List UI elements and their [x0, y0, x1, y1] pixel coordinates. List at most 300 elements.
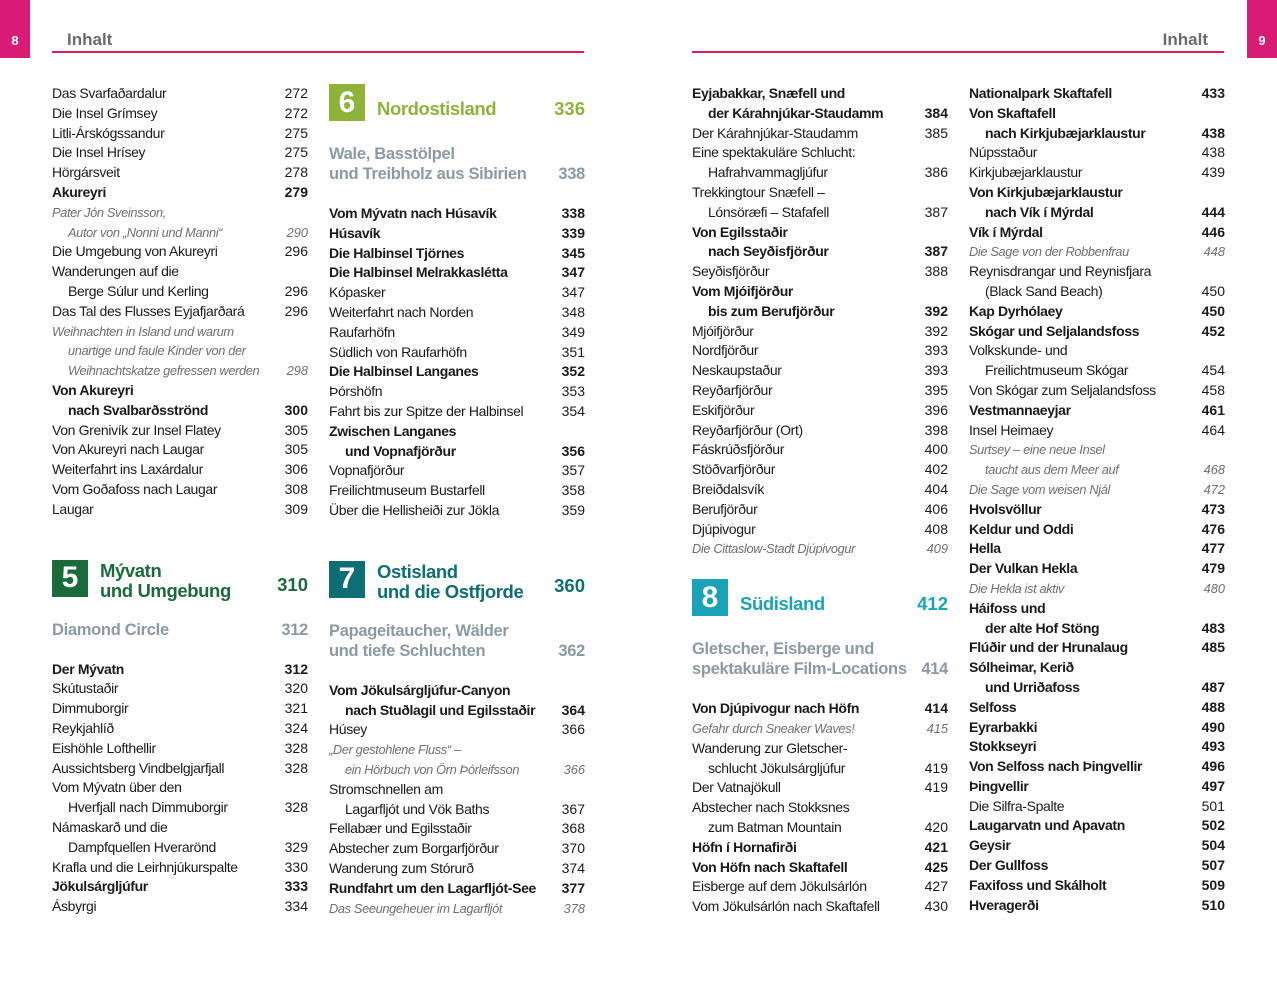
- toc-entry-title: Die Insel Grímsey: [52, 104, 158, 121]
- toc-entry: [52, 440, 308, 460]
- toc-entry: [969, 559, 1225, 579]
- toc-entry-page: 338: [561, 205, 585, 221]
- toc-entry: [969, 777, 1225, 797]
- toc-entry-line: unartige und faule Kinder von der: [68, 343, 246, 359]
- toc-entry: [692, 401, 948, 421]
- toc-entry-page: 320: [284, 680, 308, 697]
- toc-entry: [692, 440, 948, 460]
- toc-entry-page: 448: [1203, 244, 1225, 260]
- toc-entry-title: Kap Dyrhólaey: [969, 302, 1063, 319]
- toc-entry: [692, 282, 948, 322]
- toc-entry-page: 367: [561, 800, 585, 817]
- toc-entry-line: und Urriðafoss: [985, 678, 1080, 695]
- toc-entry-title: Der Kárahnjúkar-Staudamm: [692, 124, 858, 141]
- subheading-line: spektakuläre Film-Locations: [692, 660, 907, 679]
- toc-entry-page: 502: [1201, 817, 1225, 834]
- toc-entry-page: 351: [561, 343, 585, 360]
- toc-entry-page: 348: [561, 303, 585, 320]
- toc-entry-title: Wanderung zum Stórurð: [329, 859, 474, 876]
- chapter-page: 412: [917, 593, 948, 615]
- toc-entry: [329, 780, 585, 820]
- toc-entry-line: Von Akureyri: [52, 381, 134, 398]
- toc-entry: [969, 143, 1225, 163]
- toc-entry-page: 414: [924, 700, 948, 717]
- toc-entry: [692, 877, 948, 897]
- toc-entry-title: [969, 599, 1191, 639]
- right-running-title: Inhalt: [1162, 30, 1208, 49]
- toc-entry-page: 461: [1201, 401, 1225, 418]
- subheading-page: 414: [921, 660, 948, 679]
- toc-entry-page: 504: [1201, 837, 1225, 854]
- toc-entry: [52, 679, 308, 699]
- toc-entry-page: 290: [286, 224, 308, 240]
- toc-entry-title: Húsey: [329, 721, 367, 738]
- toc-column-2: [329, 84, 585, 918]
- toc-entry: [52, 203, 308, 243]
- toc-entry: [52, 143, 308, 163]
- chapter-number: 6: [329, 84, 365, 121]
- toc-entry: [969, 401, 1225, 421]
- toc-entry: [692, 520, 948, 540]
- left-header-rule: [52, 51, 584, 53]
- toc-entry: [969, 84, 1225, 104]
- toc-entry-title: Vom Jökulsárlón nach Skaftafell: [692, 898, 880, 915]
- toc-entry-page: 488: [1201, 698, 1225, 715]
- toc-entry-title: Von Grenivík zur Insel Flatey: [52, 421, 221, 438]
- toc-entry-title: Insel Heimaey: [969, 421, 1054, 438]
- toc-entry: [969, 856, 1225, 876]
- section-subheading: [329, 144, 585, 184]
- toc-entry-page: 354: [561, 402, 585, 419]
- right-header-rule: [692, 51, 1224, 53]
- toc-entry-title: [52, 203, 274, 243]
- toc-entry-line: Pater Jón Sveinsson,: [52, 204, 166, 220]
- toc-entry-page: 439: [1201, 164, 1225, 181]
- toc-entry: [692, 838, 948, 858]
- toc-entry: [329, 402, 585, 422]
- toc-entry-page: 275: [284, 144, 308, 161]
- toc-entry-title: [692, 84, 914, 124]
- chapter-title: [377, 562, 523, 602]
- toc-entry-page: 296: [284, 282, 308, 299]
- toc-entry-page: 490: [1201, 718, 1225, 735]
- toc-entry-line: schlucht Jökulsárgljúfur: [708, 759, 846, 776]
- toc-entry: [329, 681, 585, 721]
- toc-entry-title: Stokkseyri: [969, 738, 1037, 755]
- toc-entry: [969, 718, 1225, 738]
- toc-entry-page: 425: [924, 858, 948, 875]
- toc-entry: [969, 183, 1225, 223]
- toc-entry-page: 398: [924, 421, 948, 438]
- chapter-title: Südisland: [740, 593, 825, 615]
- toc-entry-title: Hvolsvöllur: [969, 500, 1042, 517]
- toc-entry: [52, 699, 308, 719]
- toc-entry-line: Vom Mjóifjörður: [692, 282, 794, 299]
- toc-entry-page: 347: [561, 284, 585, 301]
- toc-entry-line: Surtsey – eine neue Insel: [969, 442, 1105, 458]
- chapter-title-line: Mývatn: [100, 559, 162, 581]
- toc-entry-line: Wanderung zur Gletscher-: [692, 739, 848, 756]
- toc-entry-line: Weihnachtskatze gefressen werden: [68, 363, 260, 379]
- toc-entry: [969, 836, 1225, 856]
- toc-entry: [969, 381, 1225, 401]
- toc-entry-page: 374: [561, 859, 585, 876]
- toc-entry: [329, 879, 585, 899]
- toc-entry-page: 359: [561, 501, 585, 518]
- toc-entry-page: 477: [1201, 540, 1225, 557]
- toc-entry: [329, 263, 585, 283]
- toc-entry-title: Eisberge auf dem Jökulsárlón: [692, 878, 867, 895]
- toc-entry-line: nach Seyðisfjörður: [708, 243, 829, 260]
- toc-entry: [329, 323, 585, 343]
- toc-entry: [329, 839, 585, 859]
- toc-entry-page: 408: [924, 520, 948, 537]
- toc-entry: [329, 501, 585, 521]
- toc-entry-title: Gefahr durch Sneaker Waves!: [692, 720, 855, 736]
- toc-entry-title: Die Sage vom weisen Njál: [969, 481, 1110, 497]
- toc-entry-page: 438: [1201, 124, 1225, 141]
- toc-entry-line: Berge Súlur und Kerling: [68, 282, 209, 299]
- toc-entry: [329, 481, 585, 501]
- section-subheading: [52, 620, 308, 640]
- toc-entry: [52, 778, 308, 818]
- chapter-8-heading: [692, 579, 948, 619]
- toc-entry: [692, 539, 948, 559]
- toc-entry-page: 392: [924, 322, 948, 339]
- toc-entry: [52, 759, 308, 779]
- toc-entry-line: Vom Mývatn über den: [52, 779, 182, 796]
- toc-entry-page: 509: [1201, 876, 1225, 893]
- toc-entry: [969, 302, 1225, 322]
- toc-entry-title: Skógar und Seljalandsfoss: [969, 322, 1140, 339]
- toc-entry-title: Die Halbinsel Melrakkaslétta: [329, 264, 508, 281]
- chapter-title-line: und Umgebung: [100, 579, 231, 601]
- toc-entry-page: 306: [284, 461, 308, 478]
- toc-entry-title: Von Akureyri nach Laugar: [52, 441, 204, 458]
- toc-entry: [969, 421, 1225, 441]
- toc-entry-line: Reynisdrangar und Reynisfjara: [969, 263, 1152, 280]
- toc-entry-page: 272: [284, 104, 308, 121]
- chapter-number: 5: [52, 560, 88, 597]
- toc-entry-title: Dimmuborgir: [52, 700, 129, 717]
- toc-list: [969, 84, 1225, 915]
- toc-entry: [329, 819, 585, 839]
- toc-entry: [969, 480, 1225, 500]
- toc-entry-title: Reykjahlíð: [52, 719, 114, 736]
- toc-entry: [52, 242, 308, 262]
- toc-entry-title: [52, 381, 274, 421]
- chapter-6-heading: [329, 84, 585, 124]
- toc-entry: [52, 877, 308, 897]
- toc-entry-title: Die Insel Hrísey: [52, 144, 146, 161]
- toc-entry: [969, 876, 1225, 896]
- toc-entry: [329, 224, 585, 244]
- chapter-page: 310: [277, 573, 308, 595]
- toc-entry: [52, 897, 308, 917]
- toc-entry-line: Hverfjall nach Dimmuborgir: [68, 799, 228, 816]
- toc-entry-page: 415: [926, 720, 948, 736]
- toc-entry-page: 480: [1203, 580, 1225, 596]
- toc-entry-title: [329, 422, 551, 462]
- toc-entry-page: 487: [1201, 678, 1225, 695]
- toc-entry-line: (Black Sand Beach): [985, 282, 1103, 299]
- toc-entry: [52, 124, 308, 144]
- toc-entry-title: Krafla und die Leirhnjúkurspalte: [52, 858, 238, 875]
- chapter-title: [100, 561, 231, 601]
- toc-entry-title: Der Vulkan Hekla: [969, 560, 1078, 577]
- toc-entry-line: Von Skaftafell: [969, 104, 1056, 121]
- toc-entry-title: [969, 262, 1191, 302]
- toc-entry-title: Keldur und Oddi: [969, 520, 1074, 537]
- chapter-number: 7: [329, 561, 365, 598]
- toc-entry-page: 464: [1201, 421, 1225, 438]
- toc-entry: [52, 719, 308, 739]
- toc-entry-title: Über die Hellisheiði zur Jökla: [329, 501, 500, 518]
- toc-entry: [52, 302, 308, 322]
- toc-entry-page: 312: [284, 660, 308, 677]
- toc-entry: [329, 740, 585, 780]
- toc-entry: [969, 579, 1225, 599]
- toc-entry-page: 364: [561, 701, 585, 718]
- toc-entry-page: 345: [561, 244, 585, 261]
- toc-entry: [52, 858, 308, 878]
- toc-entry-line: nach Svalbarðsströnd: [68, 401, 209, 418]
- toc-entry-title: Von Skógar zum Seljalandsfoss: [969, 381, 1156, 398]
- toc-entry-title: Höfn í Hornafirði: [692, 838, 797, 855]
- toc-entry-title: Vestmannaeyjar: [969, 401, 1071, 418]
- toc-entry: [329, 859, 585, 879]
- toc-column-1: [52, 84, 308, 917]
- toc-entry-page: 430: [924, 898, 948, 915]
- toc-entry: [692, 500, 948, 520]
- toc-entry: [969, 163, 1225, 183]
- toc-entry: [692, 124, 948, 144]
- toc-entry-title: Núpsstaður: [969, 144, 1038, 161]
- toc-entry-page: 402: [924, 461, 948, 478]
- toc-entry-title: Die Umgebung von Akureyri: [52, 243, 218, 260]
- toc-entry-page: 472: [1203, 481, 1225, 497]
- toc-entry-title: Breiðdalsvík: [692, 480, 765, 497]
- right-page-number: 9: [1247, 0, 1277, 58]
- subheading-page: 338: [558, 165, 585, 183]
- toc-entry: [692, 739, 948, 779]
- toc-entry-page: 473: [1201, 500, 1225, 517]
- toc-entry-line: nach Vík í Mýrdal: [985, 203, 1094, 220]
- toc-entry-page: 275: [284, 124, 308, 141]
- toc-entry-title: Fahrt bis zur Spitze der Halbinsel: [329, 402, 524, 419]
- toc-entry: [969, 698, 1225, 718]
- left-page-number: 8: [0, 0, 30, 58]
- toc-entry-title: Berufjörður: [692, 500, 758, 517]
- toc-entry-title: [692, 223, 914, 263]
- toc-entry-line: der Kárahnjúkar-Staudamm: [708, 104, 884, 121]
- toc-entry-title: Das Tal des Flusses Eyjafjarðará: [52, 302, 245, 319]
- toc-entry: [52, 460, 308, 480]
- toc-entry-title: Eskifjörður: [692, 401, 755, 418]
- toc-entry-line: Dampfquellen Hverarönd: [68, 838, 216, 855]
- toc-entry: [329, 362, 585, 382]
- toc-entry: [329, 283, 585, 303]
- toc-entry-title: Die Halbinsel Tjörnes: [329, 244, 465, 261]
- toc-entry: [692, 183, 948, 223]
- toc-entry-title: [52, 818, 274, 858]
- toc-entry-line: nach Stuðlagil und Egilsstaðir: [345, 701, 536, 718]
- toc-entry-page: 458: [1201, 381, 1225, 398]
- toc-entry-line: Vom Jökulsárgljúfur-Canyon: [329, 681, 511, 698]
- toc-entry-title: Djúpivogur: [692, 520, 756, 537]
- toc-list: [52, 84, 308, 520]
- toc-entry-title: Der Vatnajökull: [692, 779, 781, 796]
- toc-entry: [969, 539, 1225, 559]
- toc-entry: [52, 381, 308, 421]
- toc-entry-title: [692, 798, 914, 838]
- toc-entry-title: Reyðarfjörður: [692, 381, 773, 398]
- toc-entry-page: 450: [1201, 282, 1225, 299]
- toc-entry: [52, 739, 308, 759]
- toc-entry: [329, 303, 585, 323]
- toc-entry-page: 468: [1203, 462, 1225, 478]
- toc-entry-title: Eishöhle Lofthellir: [52, 739, 156, 756]
- toc-entry-title: Von Höfn nach Skaftafell: [692, 858, 848, 875]
- toc-column-3: [692, 84, 948, 917]
- toc-entry-title: Südlich von Raufarhöfn: [329, 343, 467, 360]
- toc-entry-page: 328: [284, 739, 308, 756]
- toc-entry: [692, 143, 948, 183]
- toc-entry: [969, 440, 1225, 480]
- toc-entry: [52, 818, 308, 858]
- toc-entry: [692, 897, 948, 917]
- toc-entry-page: 356: [561, 442, 585, 459]
- chapter-7-heading: [329, 561, 585, 601]
- toc-entry: [52, 104, 308, 124]
- toc-entry-title: Eyrarbakki: [969, 718, 1038, 735]
- toc-entry-title: Abstecher zum Borgarfjörður: [329, 840, 499, 857]
- toc-entry: [329, 204, 585, 224]
- toc-entry: [969, 757, 1225, 777]
- toc-entry-title: [692, 282, 914, 322]
- toc-entry-title: Vom Mývatn nach Húsavík: [329, 205, 497, 221]
- toc-entry-page: 393: [924, 362, 948, 379]
- toc-entry-page: 493: [1201, 738, 1225, 755]
- chapter-number: 8: [692, 579, 728, 616]
- toc-entry-page: 347: [561, 264, 585, 281]
- toc-entry-page: 309: [284, 500, 308, 517]
- toc-entry-page: 419: [924, 779, 948, 796]
- toc-entry-page: 496: [1201, 758, 1225, 775]
- toc-entry-title: Das Seeungeheuer im Lagarfljót: [329, 900, 503, 916]
- toc-entry-line: Abstecher nach Stokksnes: [692, 799, 850, 816]
- toc-entry-title: Der Gullfoss: [969, 857, 1049, 874]
- toc-entry: [329, 244, 585, 264]
- toc-entry-title: Der Mývatn: [52, 660, 124, 677]
- toc-entry-page: 305: [284, 441, 308, 458]
- toc-entry-title: Hörgársveit: [52, 164, 120, 181]
- toc-entry: [692, 778, 948, 798]
- toc-entry-title: Selfoss: [969, 698, 1017, 715]
- toc-entry-title: Aussichtsberg Vindbelgjarfjall: [52, 759, 225, 776]
- toc-entry-page: 406: [924, 500, 948, 517]
- toc-entry-line: Trekkingtour Snæfell –: [692, 183, 825, 200]
- toc-entry-line: ein Hörbuch von Örn Þórleifsson: [345, 761, 520, 777]
- toc-entry-page: 272: [284, 85, 308, 101]
- toc-entry-page: 330: [284, 858, 308, 875]
- toc-entry-page: 433: [1201, 85, 1225, 101]
- toc-entry-title: Die Halbinsel Langanes: [329, 363, 479, 380]
- toc-entry-page: 349: [561, 323, 585, 340]
- toc-entry: [969, 242, 1225, 262]
- toc-entry-title: Húsavík: [329, 224, 381, 241]
- toc-entry-page: 333: [284, 878, 308, 895]
- toc-entry-title: Þingvellir: [969, 777, 1029, 794]
- toc-entry-line: Weihnachten in Island und warum: [52, 323, 234, 339]
- toc-entry-title: Das Svarfaðardalur: [52, 85, 167, 101]
- toc-list: [329, 681, 585, 919]
- toc-entry-page: 334: [284, 898, 308, 915]
- toc-entry-page: 420: [924, 818, 948, 835]
- toc-entry: [329, 899, 585, 919]
- toc-entry: [692, 322, 948, 342]
- subheading-page: 312: [281, 620, 308, 639]
- toc-entry-line: Stromschnellen am: [329, 780, 443, 797]
- toc-entry-title: Nordfjörður: [692, 342, 759, 359]
- toc-column-4: [969, 84, 1225, 915]
- toc-entry: [692, 262, 948, 282]
- toc-entry-title: Die Cittaslow-Stadt Djúpivogur: [692, 541, 856, 557]
- left-running-title: Inhalt: [67, 30, 113, 49]
- toc-entry-line: Námaskarð und die: [52, 818, 168, 835]
- toc-entry-page: 329: [284, 838, 308, 855]
- toc-entry-page: 421: [924, 838, 948, 855]
- toc-entry: [969, 322, 1225, 342]
- toc-entry: [692, 719, 948, 739]
- toc-entry: [329, 382, 585, 402]
- toc-entry: [969, 500, 1225, 520]
- toc-entry-page: 357: [561, 462, 585, 479]
- toc-entry-page: 497: [1201, 777, 1225, 794]
- chapter-page: 336: [554, 98, 585, 119]
- toc-entry-page: 501: [1201, 797, 1225, 814]
- toc-entry-title: Kirkjubæjarklaustur: [969, 164, 1083, 181]
- toc-entry-title: Neskaupstaður: [692, 362, 782, 379]
- toc-entry-line: Lónsöræfi – Stafafell: [708, 203, 830, 220]
- toc-entry-line: der alte Hof Stöng: [985, 619, 1100, 636]
- toc-entry-title: Skútustaðir: [52, 680, 119, 697]
- toc-entry-page: 476: [1201, 520, 1225, 537]
- toc-entry: [969, 223, 1225, 243]
- toc-entry-title: [969, 183, 1191, 223]
- toc-entry: [969, 104, 1225, 144]
- toc-entry-line: Eine spektakuläre Schlucht:: [692, 144, 856, 161]
- toc-entry: [692, 421, 948, 441]
- toc-entry-page: 387: [924, 203, 948, 220]
- toc-entry-title: Geysir: [969, 837, 1011, 854]
- toc-entry: [969, 737, 1225, 757]
- toc-entry-page: 395: [924, 381, 948, 398]
- toc-entry-line: zum Batman Mountain: [708, 818, 842, 835]
- toc-entry: [52, 480, 308, 500]
- subheading-line: Wale, Basstölpel: [329, 145, 455, 163]
- section-subheading: [329, 621, 585, 661]
- toc-entry-title: [692, 143, 914, 183]
- subheading-line: und Treibholz aus Sibirien: [329, 165, 527, 183]
- toc-entry-page: 450: [1201, 302, 1225, 319]
- toc-entry: [692, 480, 948, 500]
- toc-entry-page: 368: [561, 820, 585, 837]
- toc-entry-title: [329, 780, 551, 820]
- toc-entry-title: Vom Goðafoss nach Laugar: [52, 480, 218, 497]
- toc-entry-page: 370: [561, 840, 585, 857]
- toc-entry-page: 386: [924, 164, 948, 181]
